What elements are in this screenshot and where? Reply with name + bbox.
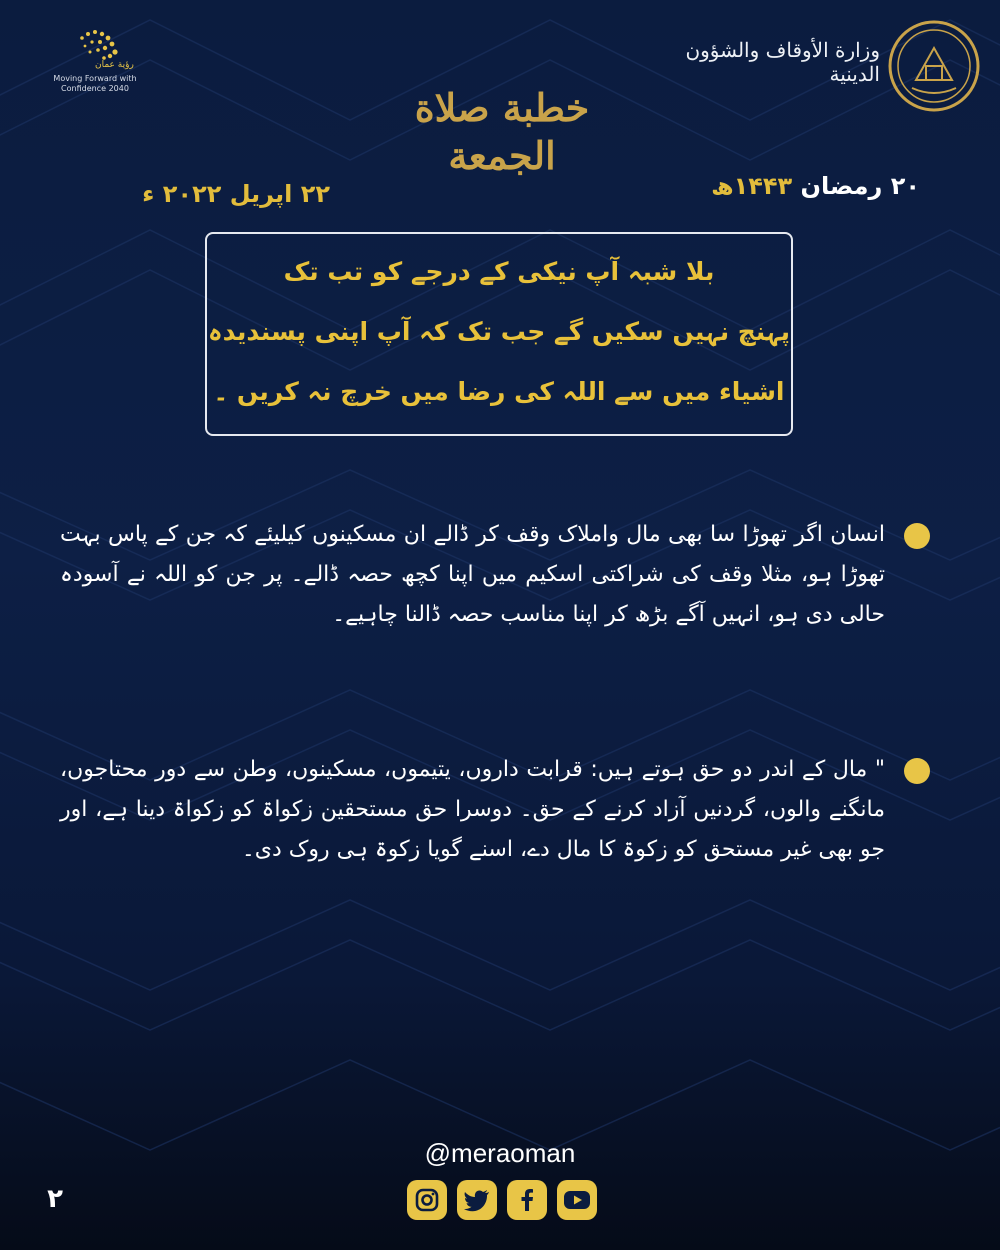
friday-sermon-calligraphy	[392, 62, 612, 212]
quote-line-2: پہنچ نہیں سکیں گے جب تک کہ آپ اپنی پسندیدہ	[207, 317, 791, 346]
calligraphy-title: خطبة صلاة الجمعة	[414, 85, 590, 178]
bullet-dot-icon	[904, 523, 930, 549]
ministry-name: وزارة الأوقاف والشؤون الدينية	[685, 38, 880, 86]
hijri-date	[640, 172, 920, 200]
bullet-text: " مال کے اندر دو حق ہوتے ہیں: قرابت داروں، یتیموں، مسکینوں، وطن سے دور محتاجوں، مانگنے والوں، گردنیں آزاد کرنے کے حق۔ دوسرا حق مستحقین زکواۃ کو زکواۃ دینا ہے، اور جو بھی غیر مستحق کو زکوۃ کا مال دے، اسنے گویا زکوۃ ہی روک دی۔	[60, 757, 885, 862]
greg-year: ۲۰۲۲ ء	[142, 180, 222, 208]
oman-vision-logo	[40, 22, 150, 112]
ministry-emblem-icon	[886, 18, 982, 114]
twitter-icon[interactable]	[457, 1180, 497, 1220]
gregorian-date	[90, 180, 330, 208]
greg-day-month: ۲۲ اپریل	[229, 180, 330, 208]
bullet-item	[60, 750, 940, 890]
youtube-icon[interactable]	[557, 1180, 597, 1220]
quote-line-3: اشیاء میں سے اللہ کی رضا میں خرچ نہ کریں ۔	[213, 377, 785, 406]
vision-logo-tagline: Moving Forward with Confidence	[53, 74, 137, 93]
vision-logo-arabic: رؤية عمان	[95, 60, 134, 70]
bullet-text: انسان اگر تھوڑا سا بھی مال واملاک وقف کر ڈالے ان مسکینوں کیلیئے کہ جن کے پاس بہت تھوڑا ہو، مثلا وقف کی شراکتی اسکیم میں اپنا کچھ حصہ ڈالے۔ پر جن کو اللہ نے آسودہ حالی دی ہو، انہیں آگے بڑھ کر اپنا مناسب حصہ ڈالنا چاہیے۔	[60, 522, 885, 627]
bullet-dot-icon	[904, 758, 930, 784]
hijri-year: ۱۴۴۳ھ	[711, 172, 793, 200]
quote-line-1: بلا شبہ آپ نیکی کے درجے کو تب تک	[283, 257, 715, 286]
facebook-icon[interactable]	[507, 1180, 547, 1220]
social-icons	[402, 1180, 602, 1224]
verse-quote-box	[205, 232, 793, 436]
social-handle[interactable]: @meraoman	[424, 1138, 576, 1168]
page-number: ۲	[47, 1184, 63, 1214]
hijri-day-month: ۲۰ رمضان	[800, 172, 920, 200]
bullet-item	[60, 515, 940, 665]
instagram-icon[interactable]	[407, 1180, 447, 1220]
vision-logo-year: 2040	[108, 84, 129, 93]
